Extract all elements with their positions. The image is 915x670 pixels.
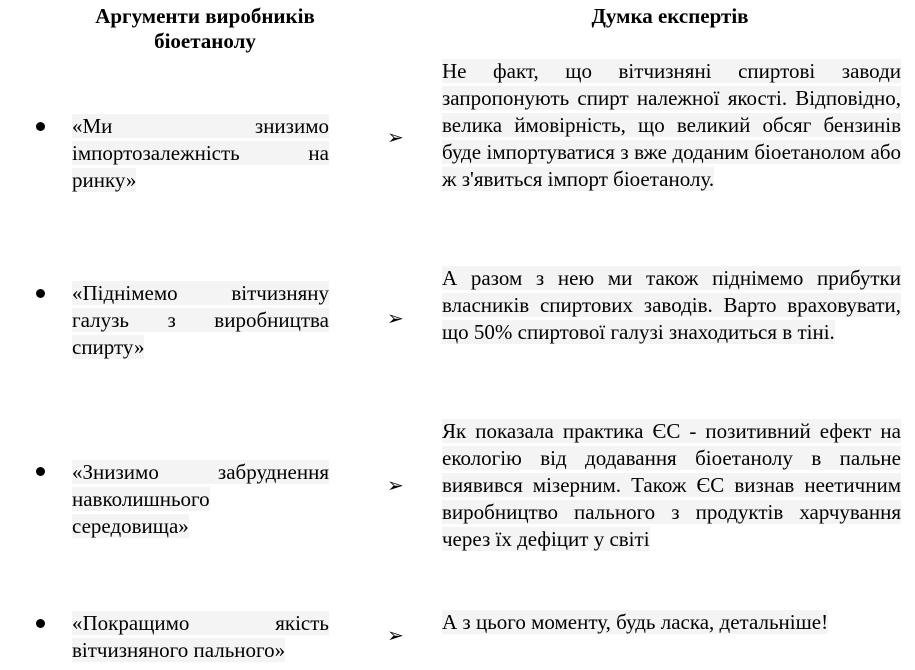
bullet-dot-icon bbox=[36, 619, 45, 628]
arrowhead-bullet-icon: ➢ bbox=[387, 306, 404, 330]
expert-opinion-text: А з цього моменту, будь ласка, детальніше! bbox=[442, 610, 829, 634]
bullet-dot-icon bbox=[36, 467, 45, 476]
expert-opinion-text: А разом з нею ми також піднімемо прибутки власників спиртових заводів. Варто враховувати, що 50% спиртової галузі знаходиться в тіні. bbox=[442, 266, 901, 344]
arrowhead-bullet-icon: ➢ bbox=[387, 125, 404, 149]
column-header-expert-opinion: Думка експертів bbox=[591, 4, 749, 28]
arrowhead-bullet-icon: ➢ bbox=[387, 623, 404, 647]
argument-text: «Покращимо якість вітчизняного пального» bbox=[72, 611, 329, 662]
bullet-dot-icon bbox=[36, 289, 45, 298]
argument-text: «Знизимо забруднення навколишнього середовища» bbox=[72, 460, 329, 538]
argument-text: «Піднімемо вітчизняну галузь з виробництва спирту» bbox=[72, 281, 329, 359]
column-header-arguments: Аргументи виробників біоетанолу bbox=[95, 4, 315, 53]
argument-text: «Ми знизимо імпортозалежність на ринку» bbox=[72, 114, 329, 192]
expert-opinion-text: Як показала практика ЄС - позитивний ефект на екологію від додавання біоетанолу в пальне виявився мізерним. Також ЄС визнав неетичним виробництво пального з продуктів харчування через їх дефіцит у світі bbox=[442, 419, 901, 551]
expert-opinion-text: Не факт, що вітчизняні спиртові заводи запропонують спирт належної якості. Відповідно, велика ймовірність, що великий обсяг бензинів буде імпортуватися з вже доданим біоетанолом або ж з'явиться імпорт біоетанолу. bbox=[442, 59, 901, 191]
bullet-dot-icon bbox=[36, 122, 45, 131]
arrowhead-bullet-icon: ➢ bbox=[387, 473, 404, 497]
